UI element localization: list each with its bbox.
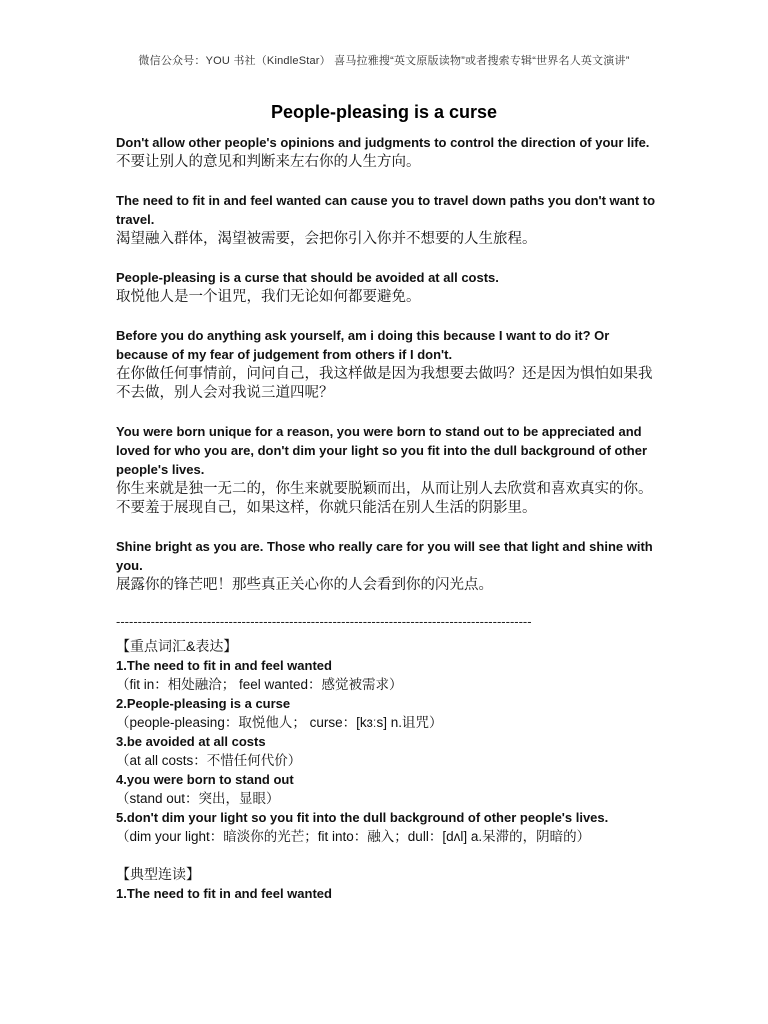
vocab-gloss: （fit in：相处融洽； feel wanted：感觉被需求） [116,677,403,692]
paragraph [116,268,656,307]
vocab-gloss: （stand out：突出，显眼） [116,791,280,806]
paragraph [116,326,656,403]
paragraph [116,133,656,172]
paragraph [116,422,656,518]
section-divider: ------------------------------------------------------------------------------------------------ [116,614,532,629]
vocab-item [116,656,656,694]
vocab-item [116,808,656,846]
paragraph [116,537,656,595]
paragraph-english: Before you do anything ask yourself, am i doing this because I want to do it? Or because of my fear of judgement from others if I don't. [116,328,610,362]
vocab-gloss: （at all costs：不惜任何代价） [116,753,302,768]
paragraph-chinese: 不要让别人的意见和判断来左右你的人生方向。 [116,154,421,170]
paragraph-english: Don't allow other people's opinions and judgments to control the direction of your life. [116,135,650,150]
page-header: 微信公众号：YOU 书社（KindleStar） 喜马拉雅搜“英文原版读物”或者搜索专辑“世界名人英文演讲” [138,55,630,67]
vocab-item [116,770,656,808]
paragraph-english: People-pleasing is a curse that should be avoided at all costs. [116,270,499,285]
vocab-heading: 【重点词汇&表达】 [116,638,238,654]
vocab-gloss: （people-pleasing：取悦他人； curse：[kɜːs] n.诅咒） [116,715,443,730]
paragraph-english: Shine bright as you are. Those who really care for you will see that light and shine with you. [116,539,653,573]
linking-heading: 【典型连读】 [116,866,200,882]
article-body [116,133,656,903]
paragraph-chinese: 展露你的锋芒吧！那些真正关心你的人会看到你的闪光点。 [116,577,493,593]
paragraph-english: You were born unique for a reason, you were born to stand out to be appreciated and loved for who you are, don't dim your light so you fit into the dull background of other people's lives. [116,424,648,477]
paragraph-chinese: 渴望融入群体，渴望被需要，会把你引入你并不想要的人生旅程。 [116,231,537,247]
linking-item: 1.The need to fit in and feel wanted [116,886,332,901]
vocab-item [116,694,656,732]
vocab-phrase: 5.don't dim your light so you fit into the dull background of other people's lives. [116,810,609,825]
vocab-gloss: （dim your light：暗淡你的光芒；fit into：融入；dull：[dʌl] a.呆滞的，阴暗的） [116,829,591,844]
vocab-phrase: 3.be avoided at all costs [116,734,266,749]
page-title: People-pleasing is a curse [270,102,498,122]
vocab-item [116,732,656,770]
paragraph-chinese: 取悦他人是一个诅咒，我们无论如何都要避免。 [116,289,421,305]
vocab-phrase: 1.The need to fit in and feel wanted [116,658,332,673]
vocab-phrase: 2.People-pleasing is a curse [116,696,291,711]
paragraph-chinese: 在你做任何事情前，问问自己，我这样做是因为我想要去做吗？还是因为惧怕如果我不去做，别人会对我说三道四呢？ [116,366,653,401]
paragraph [116,191,656,249]
paragraph-chinese: 你生来就是独一无二的，你生来就要脱颖而出，从而让别人去欣赏和喜欢真实的你。 不要羞于展现自己，如果这样，你就只能活在别人生活的阴影里。 [116,481,653,516]
paragraph-english: The need to fit in and feel wanted can cause you to travel down paths you don't want to travel. [116,193,656,227]
vocab-phrase: 4.you were born to stand out [116,772,294,787]
